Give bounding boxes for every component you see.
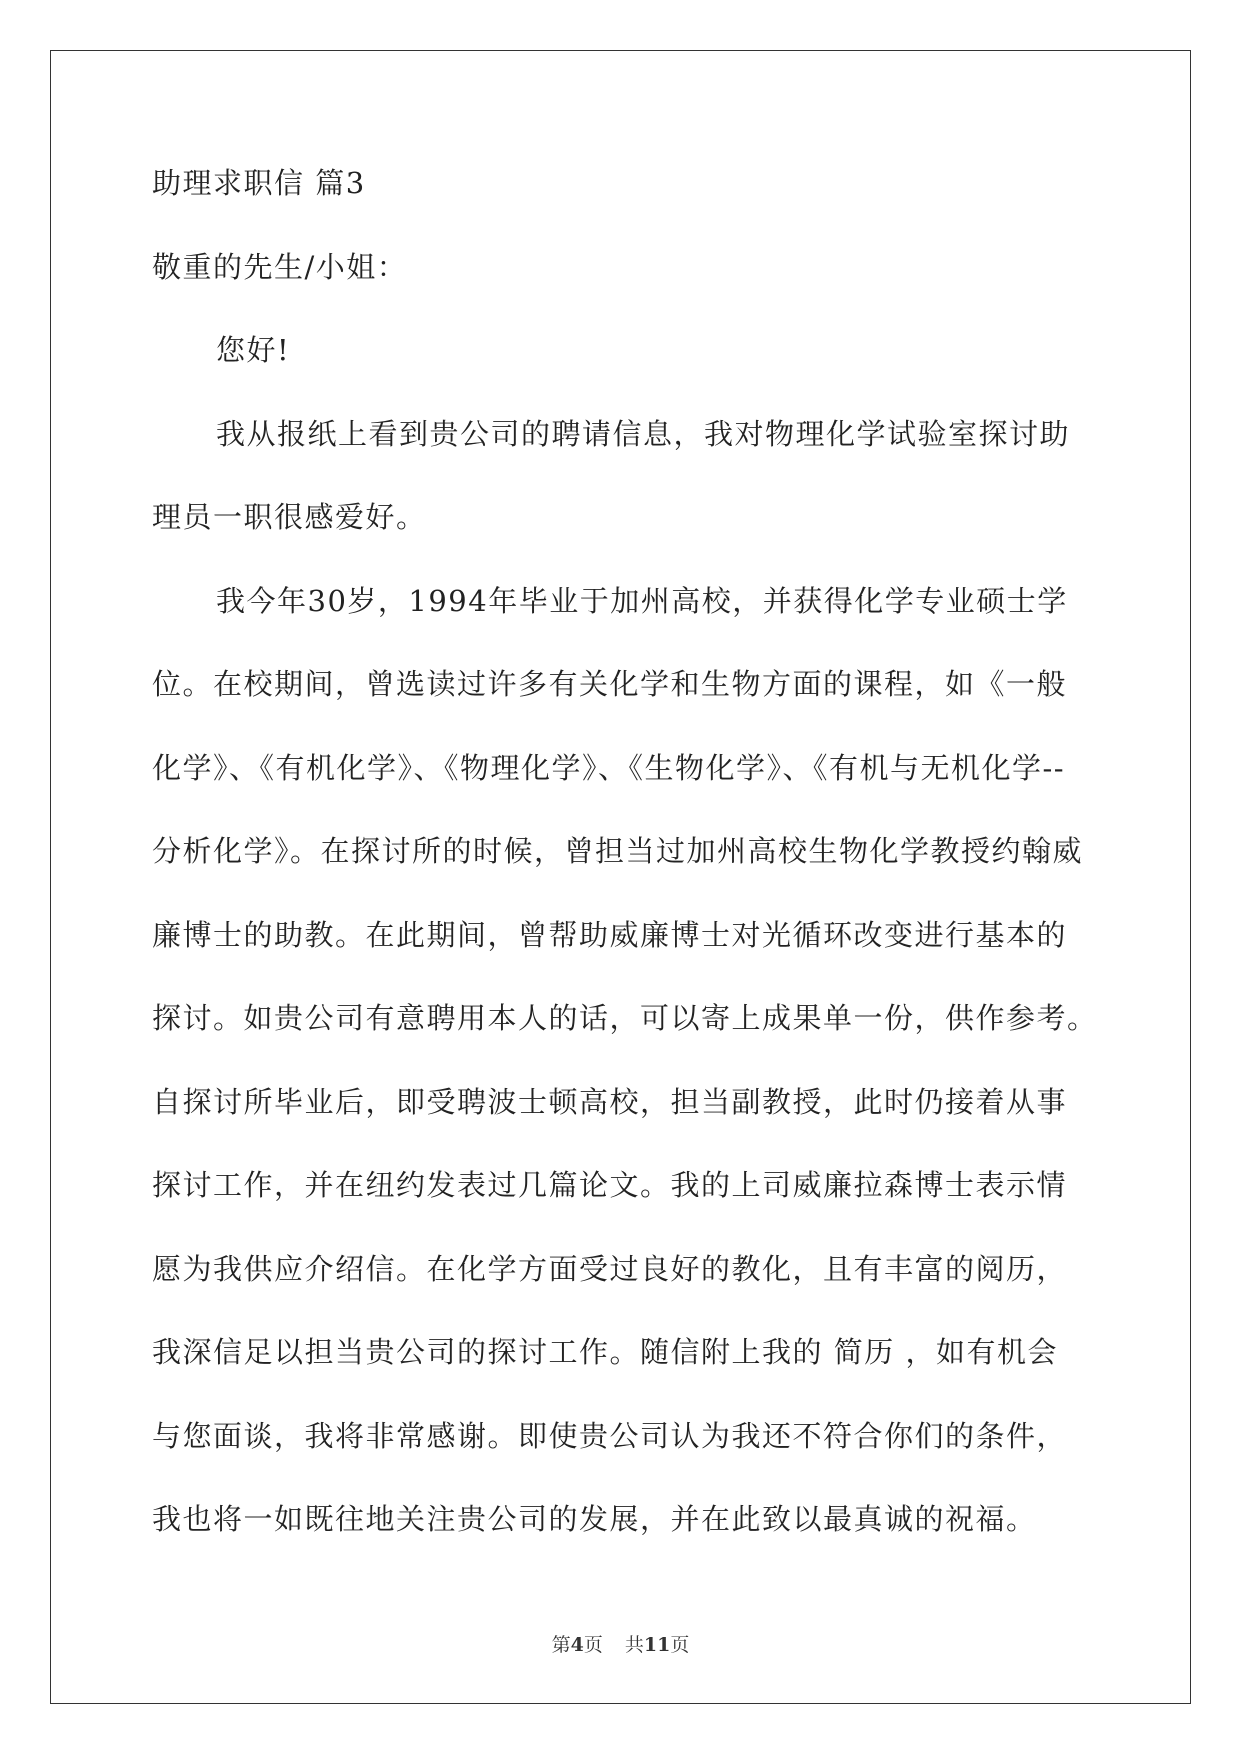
paragraph-line: 探讨工作，并在纽约发表过几篇论文。我的上司威廉拉森博士表示情 <box>152 1168 1068 1202</box>
page-current: 4 <box>570 1634 584 1656</box>
page-footer <box>0 1630 1241 1657</box>
page-suffix: 页 <box>583 1634 603 1656</box>
paragraph-line: 廉博士的助教。在此期间，曾帮助威廉博士对光循环改变进行基本的 <box>152 917 1068 952</box>
page-total: 11 <box>643 1634 671 1656</box>
paragraph-line: 化学》、《有机化学》、《物理化学》、《生物化学》、《有机与无机化学-- <box>152 750 1066 785</box>
document-title: 助理求职信 篇3 <box>152 166 366 200</box>
paragraph-line: 分析化学》。在探讨所的时候，曾担当过加州高校生物化学教授约翰威 <box>152 834 1084 868</box>
paragraph-line: 与您面谈，我将非常感谢。即使贵公司认为我还不符合你们的条件， <box>152 1418 1068 1453</box>
paragraph-line: 理员一职很感爱好。 <box>152 500 427 534</box>
paragraph-line: 自探讨所毕业后，即受聘波士顿高校，担当副教授，此时仍接着从事 <box>152 1084 1068 1119</box>
paragraph-line: 我也将一如既往地关注贵公司的发展，并在此致以最真诚的祝福。 <box>152 1502 1037 1536</box>
document-body <box>152 166 1098 1588</box>
total-suffix: 页 <box>670 1634 690 1656</box>
paragraph-line: 我深信足以担当贵公司的探讨工作。随信附上我的 简历 ，如有机会 <box>152 1335 1058 1369</box>
paragraph-line: 我今年30岁，1994年毕业于加州高校，并获得化学专业硕士学 <box>216 583 1068 618</box>
paragraph-line: 位。在校期间，曾选读过许多有关化学和生物方面的课程，如《一般 <box>152 667 1068 701</box>
salutation: 敬重的先生/小姐： <box>152 249 408 284</box>
paragraph-line: 愿为我供应介绍信。在化学方面受过良好的教化，且有丰富的阅历， <box>152 1251 1068 1286</box>
paragraph-line: 我从报纸上看到贵公司的聘请信息，我对物理化学试验室探讨助 <box>216 416 1071 451</box>
page-prefix: 第 <box>551 1634 571 1656</box>
paragraph-line: 探讨。如贵公司有意聘用本人的话，可以寄上成果单一份，供作参考。 <box>152 1001 1098 1035</box>
greeting: 您好! <box>216 333 291 367</box>
total-prefix: 共 <box>624 1634 644 1656</box>
